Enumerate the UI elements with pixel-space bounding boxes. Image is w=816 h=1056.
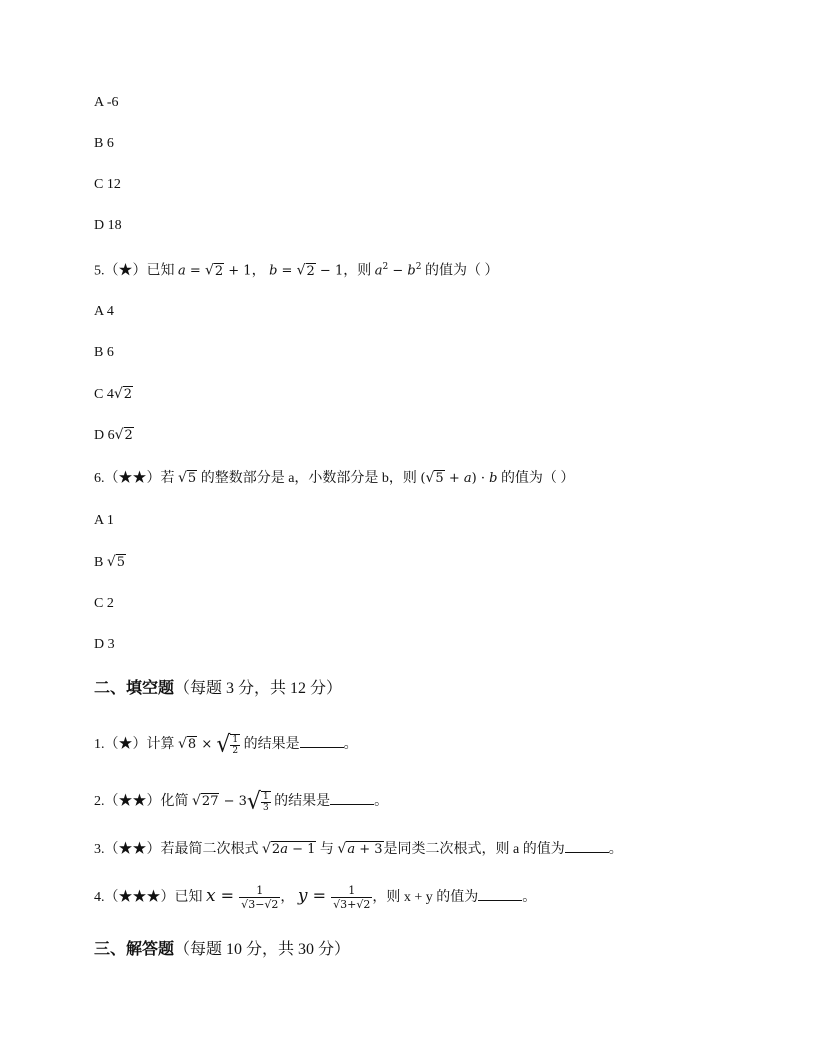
section-3-title: 三、解答题 bbox=[94, 941, 175, 958]
question-5: 5.（★）已知 a = √2 + 1， b = √2 − 1，则 $a^2 - b^2$ 的值为（ ） bbox=[94, 262, 499, 279]
fill-question-2: 2.（★★）化简 √27 − 3√ $\frac{1}{3}$ 的结果是 。 bbox=[94, 788, 389, 815]
q5-sep1: ， bbox=[251, 263, 266, 279]
answer-blank-1[interactable] bbox=[300, 733, 344, 748]
q4-option-c: C 12 bbox=[94, 177, 121, 192]
q5-option-c: C 4√2 bbox=[94, 386, 133, 402]
q6-mid: 的整数部分是 a，小数部分是 b，则 bbox=[200, 471, 417, 486]
q5-option-d: D 6√2 bbox=[94, 427, 133, 443]
q6-suffix: 的值为（ ） bbox=[500, 471, 575, 486]
q6-option-c: C 2 bbox=[94, 596, 114, 611]
answer-blank-3[interactable] bbox=[565, 838, 609, 853]
q5-formula-b: b bbox=[269, 263, 278, 279]
section-3-heading bbox=[94, 940, 350, 960]
q4-option-a: A -6 bbox=[94, 95, 119, 110]
q5-option-b: B 6 bbox=[94, 345, 114, 360]
q5-formula-a: a bbox=[178, 263, 186, 279]
q6-expression: ( bbox=[420, 471, 426, 486]
q6-option-d: D 3 bbox=[94, 637, 115, 652]
q4-option-d: D 18 bbox=[94, 218, 122, 233]
section-3-note: （每题 10 分，共 30 分） bbox=[174, 941, 351, 958]
answer-blank-2[interactable] bbox=[330, 790, 374, 805]
q5-expression: a bbox=[374, 263, 383, 279]
q5-prefix: 5.（★）已知 bbox=[94, 263, 175, 279]
section-2-note: （每题 3 分，共 12 分） bbox=[174, 680, 343, 697]
q4-option-b: B 6 bbox=[94, 136, 114, 151]
fill-question-4: 4.（★★★）已知 x = $\frac{1}{√3-√2}$ ， y = $\frac{1}{√3+√2}$ ，则 x + y 的值为 。 bbox=[94, 884, 537, 911]
fill-question-1: 1.（★）计算 √8 × √ $\frac{1}{2}$ 的结果是 。 bbox=[94, 731, 358, 758]
q6-prefix: 6.（★★）若 bbox=[94, 471, 175, 486]
q5-sep2: ，则 bbox=[343, 263, 372, 279]
q5-option-a: A 4 bbox=[94, 304, 114, 319]
section-2-heading bbox=[94, 679, 342, 699]
q6-option-b: B √5 bbox=[94, 554, 126, 570]
q5-suffix: 的值为（ ） bbox=[424, 263, 499, 279]
section-2-title: 二、填空题 bbox=[94, 680, 175, 697]
answer-blank-4[interactable] bbox=[478, 886, 522, 901]
q6-option-a: A 1 bbox=[94, 513, 114, 528]
question-6: 6.（★★）若 √5 的整数部分是 a，小数部分是 b，则 (√5 + a) · b 的值为（ ） bbox=[94, 470, 575, 486]
fill-question-3: 3.（★★）若最简二次根式 √2a − 1 与 √a + 3是同类二次根式，则 a 的值为 。 bbox=[94, 838, 623, 860]
